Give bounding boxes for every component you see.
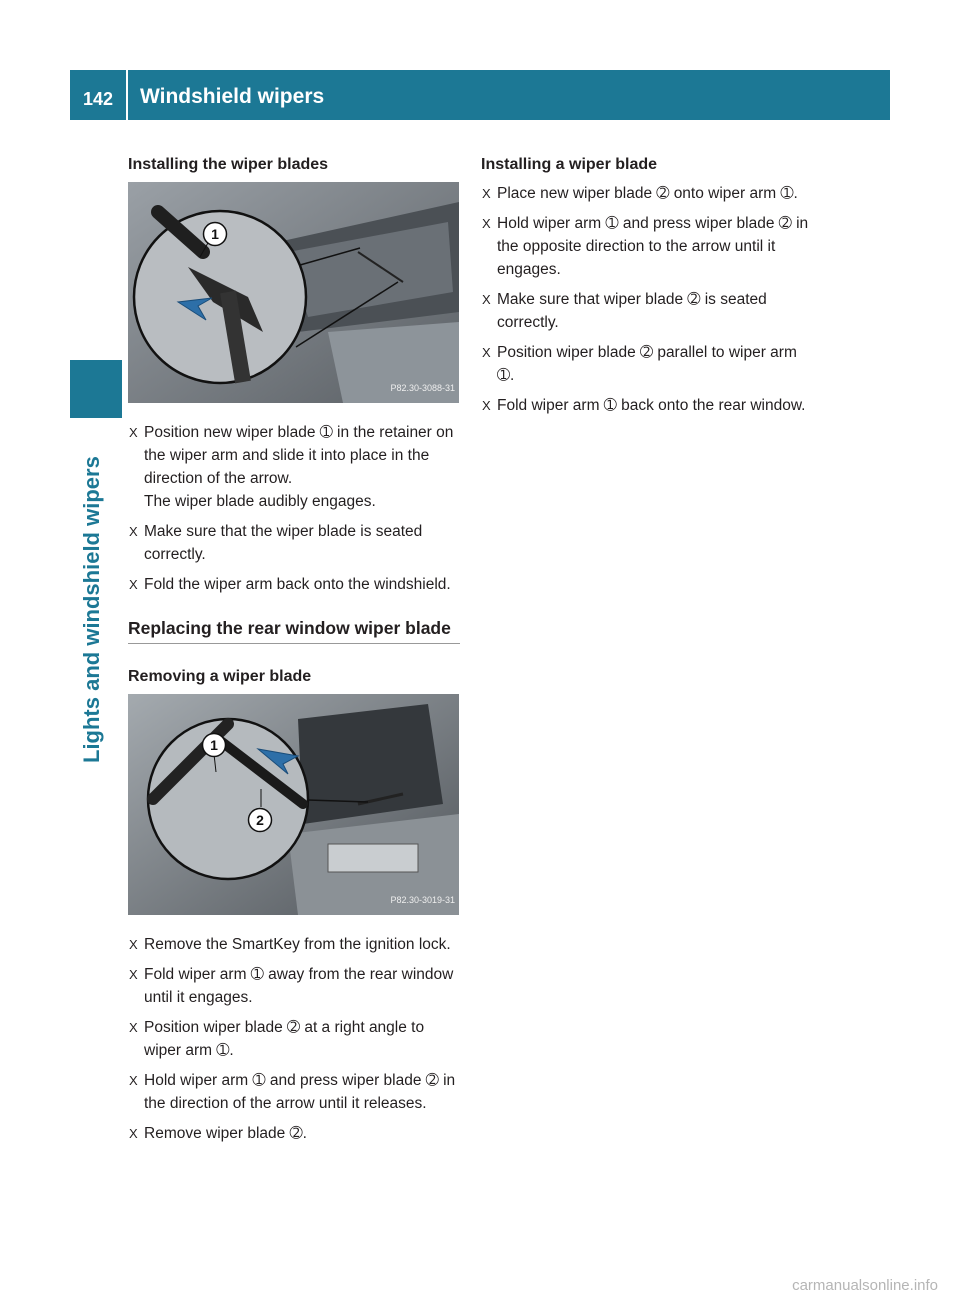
list-item: X Hold wiper arm ➀ and press wiper blade ➁ in the opposite direction to the arrow until it engages. bbox=[481, 212, 811, 281]
list-item: X Remove the SmartKey from the ignition lock. bbox=[128, 933, 460, 956]
subhead-removing: Removing a wiper blade bbox=[128, 668, 312, 685]
left-column bbox=[128, 154, 460, 1152]
list-item: X Fold wiper arm ➀ away from the rear window until it engages. bbox=[128, 963, 460, 1009]
step-bullet-icon: X bbox=[129, 967, 138, 982]
windshield-illustration bbox=[128, 182, 459, 403]
side-tab-marker bbox=[70, 360, 122, 418]
figure-code: P82.30-3088-31 bbox=[390, 383, 455, 393]
step-bullet-icon: X bbox=[129, 1126, 138, 1141]
figure-windshield-wiper bbox=[128, 182, 459, 403]
step-bullet-icon: X bbox=[482, 292, 491, 307]
list-item: X Fold the wiper arm back onto the windshield. bbox=[128, 573, 460, 596]
step-bullet-icon: X bbox=[482, 186, 491, 201]
step-bullet-icon: X bbox=[482, 398, 491, 413]
remove-steps-list bbox=[128, 933, 460, 1145]
svg-text:2: 2 bbox=[256, 812, 264, 828]
list-item: X Place new wiper blade ➁ onto wiper arm ➀. bbox=[481, 182, 811, 205]
section-heading-rear-wiper: Replacing the rear window wiper blade bbox=[128, 616, 460, 644]
list-item: X Hold wiper arm ➀ and press wiper blade ➁ in the direction of the arrow until it releases. bbox=[128, 1069, 460, 1115]
svg-text:1: 1 bbox=[211, 226, 219, 242]
step-bullet-icon: X bbox=[129, 937, 138, 952]
step-bullet-icon: X bbox=[129, 524, 138, 539]
list-item: X Position wiper blade ➁ at a right angle to wiper arm ➀. bbox=[128, 1016, 460, 1062]
step-bullet-icon: X bbox=[482, 345, 491, 360]
right-column bbox=[481, 154, 811, 424]
callout-2-icon bbox=[246, 806, 274, 834]
step-bullet-icon: X bbox=[129, 425, 138, 440]
step-bullet-icon: X bbox=[129, 1073, 138, 1088]
step-bullet-icon: X bbox=[129, 1020, 138, 1035]
list-item: X Make sure that wiper blade ➁ is seated correctly. bbox=[481, 288, 811, 334]
list-item: X Fold wiper arm ➀ back onto the rear window. bbox=[481, 394, 811, 417]
subhead-installing-blades: Installing the wiper blades bbox=[128, 156, 329, 173]
list-item: X Position wiper blade ➁ parallel to wiper arm ➀. bbox=[481, 341, 811, 387]
page-number: 142 bbox=[82, 88, 114, 109]
figure-rear-wiper bbox=[128, 694, 459, 915]
side-tab-label: Lights and windshield wipers bbox=[79, 456, 104, 763]
list-item: X Make sure that the wiper blade is seated correctly. bbox=[128, 520, 460, 566]
install-blade-steps-list bbox=[481, 182, 811, 417]
install-steps-list bbox=[128, 421, 460, 596]
callout-1-icon bbox=[200, 731, 228, 759]
figure-code: P82.30-3019-31 bbox=[390, 895, 455, 905]
step-note: The wiper blade audibly engages. bbox=[144, 493, 376, 510]
list-item: X Remove wiper blade ➁. bbox=[128, 1122, 460, 1145]
list-item: X Position new wiper blade ➀ in the retainer on the wiper arm and slide it into place in the direction of the arrow. The wiper blade audibly engages. bbox=[128, 421, 460, 513]
callout-1-icon bbox=[201, 220, 229, 248]
rear-window-illustration bbox=[128, 694, 459, 915]
page-title: Windshield wipers bbox=[140, 85, 325, 108]
step-bullet-icon: X bbox=[129, 577, 138, 592]
step-bullet-icon: X bbox=[482, 216, 491, 231]
header-bar bbox=[70, 70, 890, 120]
subhead-installing-blade: Installing a wiper blade bbox=[481, 156, 658, 173]
watermark: carmanualsonline.info bbox=[792, 1277, 938, 1294]
svg-text:1: 1 bbox=[210, 737, 218, 753]
